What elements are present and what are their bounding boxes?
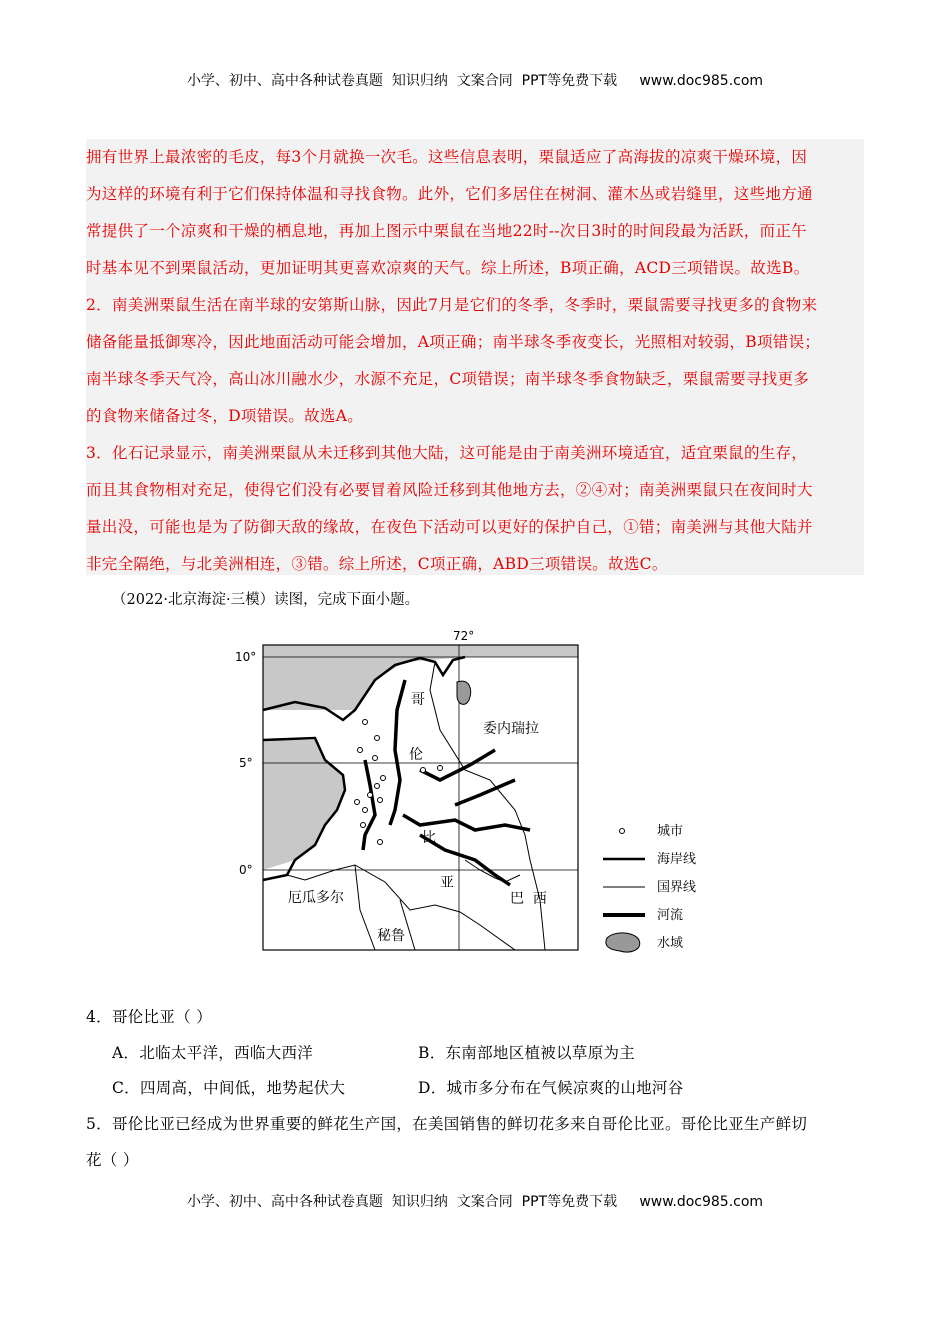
city-marker <box>375 736 380 741</box>
country-label-ecuador: 厄瓜多尔 <box>288 890 344 906</box>
question-5-stem-continued: 花（ ） <box>86 1151 139 1169</box>
city-marker <box>421 768 426 773</box>
answer-line: 储备能量抵御寒冷，因此地面活动可能会增加，A项正确；南半球冬季夜变长，光照相对较弱，B项错误； <box>86 333 821 351</box>
river <box>390 680 405 825</box>
question-4-option-d: D．城市多分布在气候凉爽的山地河谷 <box>418 1079 684 1097</box>
answer-line: 3．化石记录显示，南美洲栗鼠从未迁移到其他大陆，这可能是由于南美洲环境适宜，适宜栗鼠的生存， <box>86 444 808 462</box>
city-marker <box>375 784 380 789</box>
latitude-label: 0° <box>239 863 253 877</box>
city-marker <box>378 840 383 845</box>
country-label-brazil: 巴 西 <box>510 891 547 907</box>
city-marker <box>361 823 366 828</box>
city-marker <box>363 720 368 725</box>
city-marker <box>438 766 443 771</box>
country-label-peru: 秘鲁 <box>377 928 405 944</box>
country-label-venezuela: 委内瑞拉 <box>483 721 539 737</box>
city-marker <box>358 748 363 753</box>
question-4-option-b: B．东南部地区植被以草原为主 <box>418 1044 636 1062</box>
answer-line: 2．南美洲栗鼠生活在南半球的安第斯山脉，因此7月是它们的冬季，冬季时，栗鼠需要寻找更多的食物来 <box>86 296 818 314</box>
country-label-colombia: 哥 <box>411 692 425 708</box>
answer-line: 南半球冬季天气冷，高山冰川融水少，水源不充足，C项错误；南半球冬季食物缺乏，栗鼠需要寻找更多 <box>86 370 810 388</box>
answer-line: 而且其食物相对充足，使得它们没有必要冒着风险迁移到其他地方去，②④对；南美洲栗鼠只在夜间时大 <box>86 481 813 499</box>
pacific-ocean <box>263 740 345 870</box>
answer-line: 的食物来储备过冬，D项错误。故选A。 <box>86 407 364 425</box>
answer-line: 非完全隔绝，与北美洲相连，③错。综上所述，C项正确，ABD三项错误。故选C。 <box>86 555 668 573</box>
page-header: 小学、初中、高中各种试卷真题 知识归纳 文案合同 PPT等免费下载 www.doc985.com <box>186 73 764 89</box>
legend-water-icon <box>606 933 640 952</box>
river <box>363 760 375 850</box>
page-footer: 小学、初中、高中各种试卷真题 知识归纳 文案合同 PPT等免费下载 www.doc985.com <box>186 1194 764 1210</box>
colombia-map <box>225 620 715 965</box>
city-marker <box>378 798 383 803</box>
legend-label: 城市 <box>657 824 684 839</box>
question-4-option-c: C．四周高，中间低，地势起伏大 <box>112 1079 346 1097</box>
answer-explanation-block <box>86 139 864 575</box>
country-label-colombia: 比 <box>422 830 436 846</box>
border-line <box>355 865 375 950</box>
legend-label: 国界线 <box>657 880 697 895</box>
river <box>455 780 515 805</box>
river <box>420 750 495 780</box>
legend-city-icon <box>620 829 625 834</box>
question-4-option-a: A．北临太平洋，西临大西洋 <box>112 1044 314 1062</box>
country-label-colombia: 伦 <box>409 747 423 763</box>
country-label-colombia: 亚 <box>440 875 454 891</box>
legend-label: 水域 <box>657 936 684 951</box>
question-4-stem: 4．哥伦比亚（ ） <box>86 1008 212 1026</box>
city-marker <box>368 793 373 798</box>
city-marker <box>355 800 360 805</box>
question-5-stem: 5．哥伦比亚已经成为世界重要的鲜花生产国，在美国销售的鲜切花多来自哥伦比亚。哥伦比亚生产鲜切 <box>86 1115 808 1133</box>
legend-label: 海岸线 <box>657 852 697 867</box>
question-source: （2022·北京海淀·三模）读图，完成下面小题。 <box>112 592 420 608</box>
river <box>403 815 530 830</box>
answer-line: 时基本见不到栗鼠活动，更加证明其更喜欢凉爽的天气。综上所述，B项正确，ACD三项错误。故选B。 <box>86 259 810 277</box>
city-marker <box>363 808 368 813</box>
latitude-label: 5° <box>239 756 253 770</box>
city-marker <box>373 756 378 761</box>
answer-line: 量出没，可能也是为了防御天敌的缘故，在夜色下活动可以更好的保护自己，①错；南美洲与其他大陆并 <box>86 518 813 536</box>
longitude-label: 72° <box>453 629 475 643</box>
city-marker <box>381 776 386 781</box>
legend-label: 河流 <box>657 908 684 923</box>
answer-line: 拥有世界上最浓密的毛皮，每3个月就换一次毛。这些信息表明，栗鼠适应了高海拔的凉爽干燥环境，因 <box>86 148 808 166</box>
answer-line: 为这样的环境有利于它们保持体温和寻找食物。此外，它们多居住在树洞、灌木丛或岩缝里，这些地方通 <box>86 185 813 203</box>
latitude-label: 10° <box>235 650 257 664</box>
lake-maracaibo <box>457 681 471 704</box>
answer-line: 常提供了一个凉爽和干燥的栖息地，再加上图示中栗鼠在当地22时--次日3时的时间段最为活跃，而正午 <box>86 222 807 240</box>
